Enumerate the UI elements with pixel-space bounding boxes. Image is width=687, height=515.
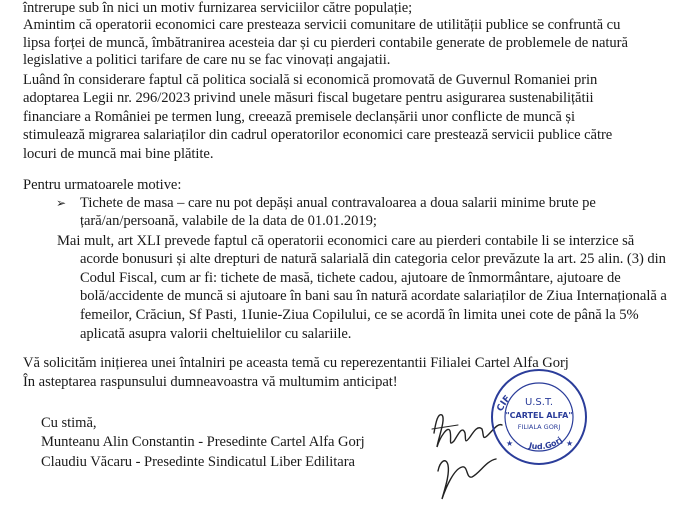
text-line: Luând în considerare faptul că politica socială si economică promovată de Guvernul Romaniei prin — [23, 72, 598, 88]
text-line: financiare a României pe termen lung, creează premisele declanșării unor conflicte de muncă și — [23, 109, 576, 125]
closing: Cu stimă, — [41, 415, 97, 431]
text-line: bolă/accidente de muncă si ajutoare în bani sau în natură acordate salariaților de Ziua Internațională a — [80, 288, 667, 304]
text-line: Mai mult, art XLI prevede faptul că operatorii economici care au pierderi contabile li se interzice să — [57, 233, 635, 249]
motives-intro: Pentru urmatoarele motive: — [23, 177, 182, 193]
stamp-county: Jud.Gorj — [528, 435, 565, 452]
text-line: Vă solicităm inițierea unei întalniri pe aceasta temă cu reperezentantii Filialei Cartel Alfa Gorj — [23, 355, 569, 371]
text-line: Amintim că operatorii economici care presteaza servicii comunitare de utilității publice se confruntă cu — [23, 17, 621, 33]
text-line: În asteptarea raspunsului dumneavoastra vă multumim anticipat! — [23, 374, 398, 390]
stamp-org: U.S.T. — [524, 397, 554, 408]
svg-text:Jud.Gorj — [527, 435, 564, 451]
signatory: Claudiu Văcaru - Presedinte Sindicatul Liber Edilitara — [41, 454, 355, 470]
bullet-arrow-icon: ➢ — [56, 196, 67, 210]
signatory: Munteanu Alin Constantin - Presedinte Cartel Alfa Gorj — [41, 434, 365, 450]
text-line: stimulează migrarea salariaților din cadrul operatorilor economici care prestează servicii publice către — [23, 127, 613, 143]
stamp-branch: FILIALA GORJ — [517, 423, 561, 431]
text-line: adoptarea Legii nr. 296/2023 privind unele măsuri fiscal bugetare pentru asigurarea sustenabilițătii — [23, 90, 594, 106]
bullet-line: Tichete de masa – care nu pot depăși anual contravaloarea a doua salarii minime brute pe — [80, 195, 596, 211]
text-line: aplicată asupra valorii cheltuielilor cu salariile. — [80, 326, 352, 342]
stamp-star-icon: ★ — [506, 439, 514, 448]
text-line: acorde bonusuri și alte drepturi de natură salarială din categoria celor prevăzute la art. 25 alin. (3) din — [80, 251, 666, 267]
bullet-line: țară/an/persoană, valabile de la data de 01.01.2019; — [80, 213, 377, 229]
stamp-seal — [484, 360, 594, 470]
stamp-star-icon: ★ — [566, 439, 574, 448]
stamp-name: "CARTEL ALFA" — [505, 411, 573, 420]
text-line: lipsa forței de muncă, îmbătranirea acesteia dar și cu pierderi contabile generate de problemele de natură — [23, 35, 628, 51]
text-line: legislative a politici tarifare de care nu se fac vinovați angajatii. — [23, 52, 391, 68]
text-line: locuri de muncă mai bine plătite. — [23, 146, 214, 162]
stamp-cif: CIF — [495, 393, 513, 414]
text-line: Codul Fiscal, cum ar fi: tichete de masă, tichete cadou, ajutoare de înmormântare, ajutoare de — [80, 270, 621, 286]
text-line: întrerupe sub în nici un motiv furnizarea serviciilor către populație; — [23, 0, 413, 16]
text-line: femeilor, Crăciun, Sf Pasti, 1Iunie-Ziua Copilului, ce se acordă în limita unei cote de până la 5% — [80, 307, 639, 323]
